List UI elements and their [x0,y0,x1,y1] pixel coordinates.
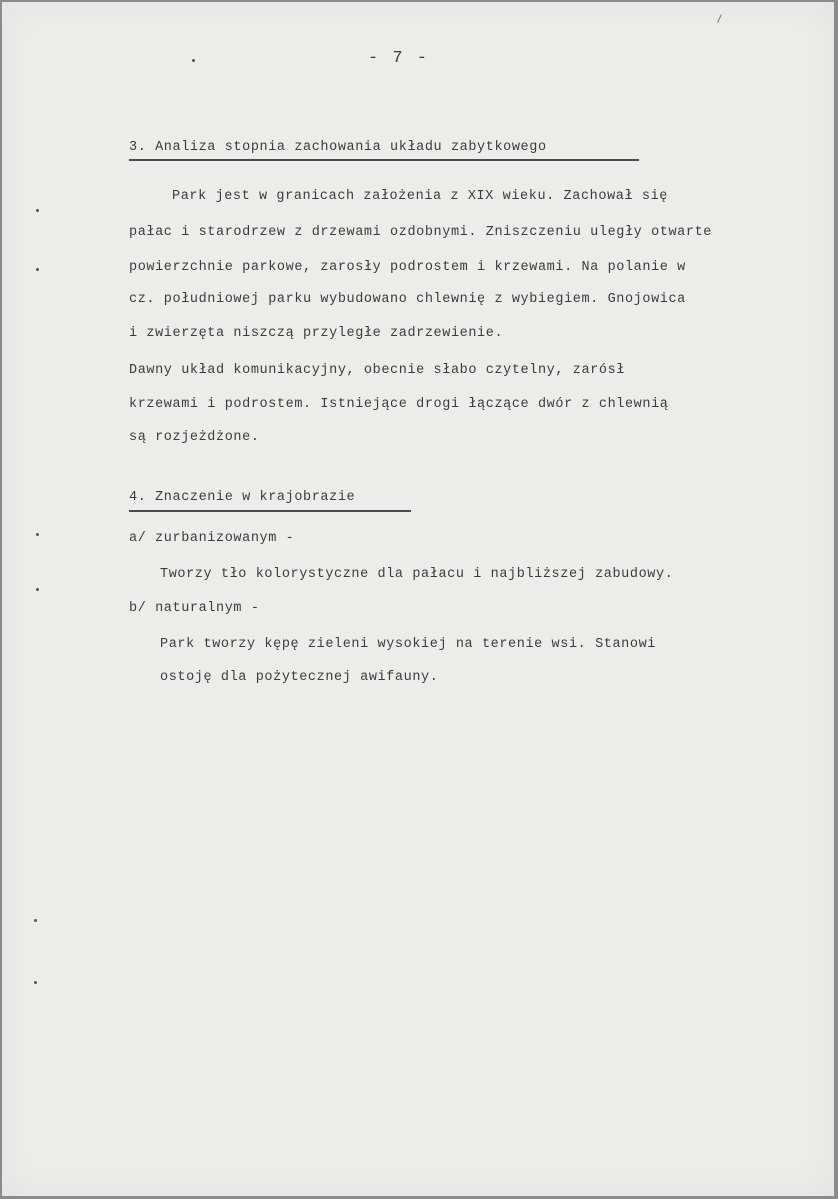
section-3-heading: 3. Analiza stopnia zachowania układu zabytkowego [129,140,547,155]
page-number: - 7 - [368,49,430,68]
margin-dot [36,588,39,591]
margin-dot [192,59,195,62]
section-3-line: Dawny układ komunikacyjny, obecnie słabo czytelny, zarósł [129,363,625,378]
section-3-line: cz. południowej parku wybudowano chlewnię z wybiegiem. Gnojowica [129,292,686,307]
section-3-line: Park jest w granicach założenia z XIX wieku. Zachował się [172,189,668,204]
section-3-line: i zwierzęta niszczą przyległe zadrzewienie. [129,326,504,341]
item-b-line: Park tworzy kępę zieleni wysokiej na terenie wsi. Stanowi [160,637,656,652]
section-4-underline [129,510,411,512]
section-3-line: są rozjeżdżone. [129,430,260,445]
section-3-line: powierzchnie parkowe, zarosły podrostem i krzewami. Na polanie w [129,260,686,275]
paper-mark [717,14,722,23]
margin-dot [34,919,37,922]
item-a-text: Tworzy tło kolorystyczne dla pałacu i najbliższej zabudowy. [160,567,674,582]
margin-dot [36,209,39,212]
item-a-label: a/ zurbanizowanym - [129,531,295,546]
item-b-line: ostoję dla pożytecznej awifauny. [160,670,439,685]
item-b-label: b/ naturalnym - [129,601,260,616]
document-page [2,2,834,1196]
margin-dot [36,533,39,536]
section-3-line: krzewami i podrostem. Istniejące drogi łączące dwór z chlewnią [129,397,669,412]
margin-dot [34,981,37,984]
section-3-line: pałac i starodrzew z drzewami ozdobnymi. Zniszczeniu uległy otwarte [129,225,712,240]
section-3-underline [129,159,639,161]
section-4-heading: 4. Znaczenie w krajobrazie [129,490,356,505]
margin-dot [36,268,39,271]
